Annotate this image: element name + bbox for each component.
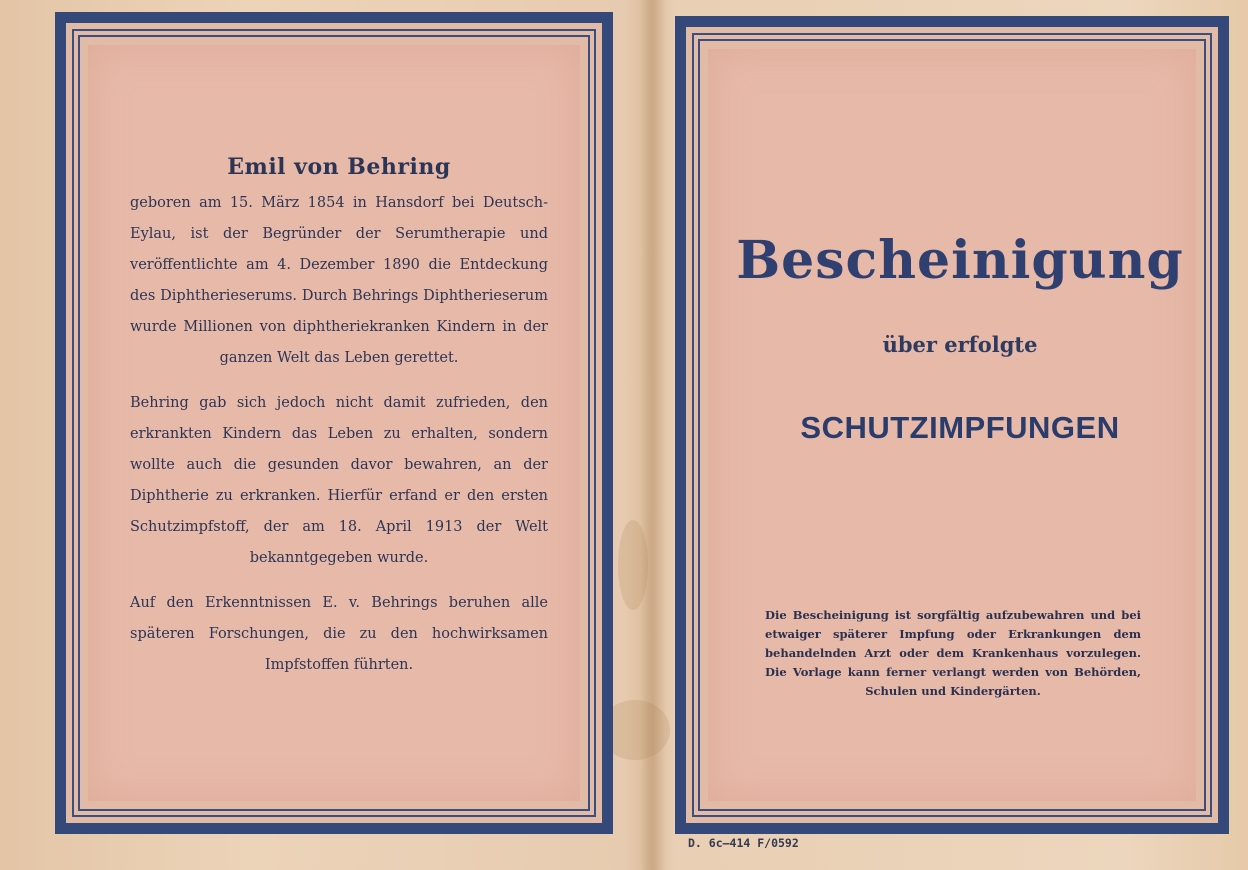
storage-notice: Die Bescheinigung ist sorgfältig aufzubewahren und bei etwaiger späterer Impfung oder Erkrankungen dem behandelnden Arzt oder dem Krankenhaus vorzulegen. Die Vorlage kann ferner verlangt werden von Behörden, Schulen und Kindergärten. <box>765 608 1141 698</box>
stain-mark <box>618 520 648 610</box>
biography-paragraph-2: Behring gab sich jedoch nicht damit zufrieden, den erkrankten Kindern das Leben zu erhalten, sondern wollte auch die gesunden davor bewahren, an der Diphtherie zu erkranken. Hierfür erfand er den ersten Schutzimpfstoff, der am 18. April 1913 der Welt bekanntgegeben wurde. <box>130 395 548 566</box>
behring-biography <box>130 150 548 695</box>
biography-heading: Emil von Behring <box>227 154 451 180</box>
certificate-title: Bescheinigung <box>736 230 1184 291</box>
certificate-heading: SCHUTZIMPFUNGEN <box>800 410 1120 445</box>
form-code: D. 6c—414 F/0592 <box>688 836 799 850</box>
biography-paragraph-1: geboren am 15. März 1854 in Hansdorf bei Deutsch-Eylau, ist der Begründer der Serumtherapie und veröffentlichte am 4. Dezember 1890 die Entdeckung des Diphtherieserums. Durch Behrings Diphtherieserum wurde Millionen von diphtheriekranken Kindern in der ganzen Welt das Leben gerettet. <box>130 195 548 366</box>
biography-paragraph-3: Auf den Erkenntnissen E. v. Behrings beruhen alle späteren Forschungen, die zu den hochwirksamen Impfstoffen führten. <box>130 595 548 673</box>
certificate-subtitle: über erfolgte <box>882 332 1038 357</box>
